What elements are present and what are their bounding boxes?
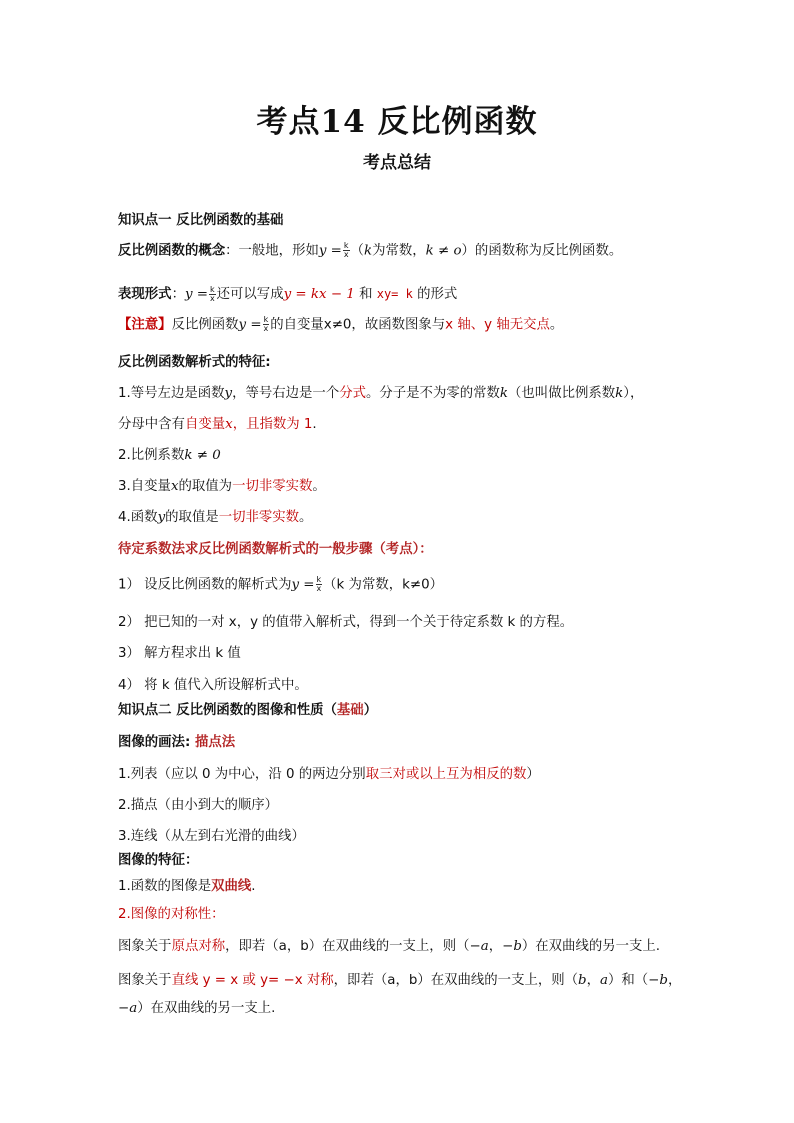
feature3-text-b: 的取值为: [178, 479, 233, 494]
concept-label: 反比例函数的概念: [118, 243, 226, 259]
draw1-text-a: 1.列表（应以 0 为中心，沿 0 的两边分别: [118, 767, 366, 782]
gf3-comma: ，: [488, 939, 503, 954]
gf4-comma: ，: [586, 973, 600, 988]
feature-item-1: [118, 385, 643, 403]
feature4-text-d: 。: [299, 510, 313, 525]
k-not-zero: k ≠ o: [425, 243, 462, 259]
gf4-comma2: ，: [667, 973, 682, 988]
form-text-c: 和: [354, 287, 377, 302]
step-4: 4） 将 k 值代入所设解析式中。: [118, 678, 308, 693]
graph-heading-basic: 基础: [336, 703, 364, 718]
draw1-red: 取三对或以上互为相反的数: [365, 767, 527, 782]
feature-item-1-cont: [118, 416, 317, 434]
var-k: k: [615, 386, 624, 401]
feature1-text-e: ），: [623, 386, 644, 401]
gf4-a: a: [600, 973, 608, 988]
gf3-text-b: ，即若（a，b）在双曲线的一支上，则（: [225, 939, 470, 954]
graph-feature-line-symmetry-cont: [118, 1000, 275, 1018]
note-y-axis: y 轴无交点: [484, 317, 550, 333]
note-text-a: 反比例函数: [171, 317, 239, 333]
note-line: [118, 316, 563, 335]
feature2-text: 2.比例系数: [118, 448, 185, 463]
step-3: 3） 解方程求出 k 值: [118, 646, 241, 661]
fraction-k-over-x: $\frac{k}{x}$: [316, 575, 322, 593]
formula-y-eq: y =: [291, 577, 315, 593]
graph-feature-2: 2.图像的对称性：: [118, 907, 225, 922]
gf1-hyperbola: 双曲线: [211, 879, 252, 894]
form-label: 表现形式: [118, 287, 172, 302]
draw-step-1: [118, 766, 540, 784]
section-heading-steps: 待定系数法求反比例函数解析式的一般步骤（考点）：: [118, 542, 433, 557]
feature4-red: 一切非零实数: [218, 510, 300, 525]
gf5-text-b: ）在双曲线的另一支上: [137, 1001, 272, 1016]
features-heading-text: 反比例函数解析式的特征: [118, 355, 266, 370]
concept-text-c: 为常数，: [372, 243, 426, 259]
form-text-b: 还可以写成: [216, 287, 284, 302]
feature-item-2: [118, 447, 221, 465]
feature1-exponent: ，且指数为 1: [232, 417, 313, 432]
var-k: k: [499, 386, 509, 401]
drawing-colon: :: [184, 735, 191, 750]
feature-item-3: [118, 478, 326, 496]
step1-text-a: 1） 设反比例函数的解析式为: [118, 577, 292, 593]
feature4-text-a: 4.函数: [118, 510, 158, 525]
var-x: x: [225, 417, 233, 432]
drawing-method-line: [118, 734, 235, 752]
feature1-fraction: 分式: [339, 386, 366, 401]
gf3-text-a: 图象关于: [118, 939, 172, 954]
graph-feature-line-symmetry: [118, 972, 681, 990]
graph-feature-1: [118, 878, 256, 896]
feature1-variable: 自变量: [184, 417, 226, 432]
step-1: [118, 576, 443, 595]
form-text-d: 的形式: [412, 287, 458, 302]
draw1-text-b: ）: [526, 767, 540, 782]
note-text-d: 。: [549, 317, 564, 333]
concept-text-b: （: [350, 243, 364, 259]
note-text-c: x≠0，故函数图象与: [323, 317, 446, 333]
feature1-line2-a: 分母中含有: [118, 417, 185, 432]
graph-features-heading: 图像的特征：: [118, 853, 199, 868]
page-subtitle: 考点总结: [363, 153, 431, 173]
section-heading-basics: 知识点一 反比例函数的基础: [118, 213, 284, 228]
note-separator: 、: [470, 317, 485, 333]
feature1-text-a: 1.等号左边是函数: [118, 386, 225, 401]
gf4-neg-b: −b: [648, 973, 668, 988]
feature4-text-b: 的取值是: [165, 510, 219, 525]
graph-heading-b: ）: [363, 703, 378, 718]
note-text-b: 的自变量: [270, 317, 324, 333]
feature3-text-d: 。: [312, 479, 326, 494]
var-y: y: [157, 510, 166, 525]
features-heading-colon: :: [265, 355, 271, 370]
gf3-red: 原点对称: [171, 939, 226, 954]
gf5-text-c: .: [271, 1001, 276, 1016]
feature3-text-a: 3.自变量: [118, 479, 171, 494]
drawing-method: 描点法: [194, 735, 236, 750]
var-x: x: [170, 479, 179, 494]
gf3-text-g: .: [655, 939, 661, 954]
var-k: k: [363, 243, 373, 259]
feature-item-4: [118, 509, 312, 527]
graph-feature-origin-symmetry: [118, 938, 660, 956]
feature1-text-d: （也叫做比例系数: [508, 386, 616, 401]
gf5-neg-a: −a: [118, 1001, 138, 1016]
gf1-text-a: 1.函数的图像是: [118, 879, 212, 894]
formula-xy-k: xy= k: [376, 287, 413, 301]
gf3-text-f: ）在双曲线的另一支上: [521, 939, 656, 954]
fraction-k-over-x: $\frac{k}{x}$: [209, 284, 215, 303]
drawing-label: 图像的画法: [118, 735, 185, 750]
formula-y-eq: y =: [184, 287, 208, 302]
fraction-k-over-x: $\frac{k}{x}$: [263, 315, 269, 333]
note-x-axis: x 轴: [445, 317, 471, 333]
step-2: 2） 把已知的一对 x，y 的值带入解析式，得到一个关于待定系数 k 的方程。: [118, 615, 574, 630]
note-tag: 【注意】: [118, 317, 172, 333]
feature2-expr: k ≠ 0: [184, 448, 221, 463]
formula-y-eq: y =: [318, 243, 342, 259]
form-text-a: ：: [171, 287, 185, 302]
gf4-red: 直线 y = x 或 y= −x 对称: [171, 973, 334, 988]
step1-text-b: （k 为常数，k≠0）: [323, 577, 444, 593]
gf3-neg-b: −b: [502, 939, 522, 954]
form-line: [118, 285, 457, 304]
section-heading-features: [118, 354, 271, 372]
concept-line: [118, 242, 622, 261]
page-title: 考点14 反比例函数: [256, 104, 538, 140]
var-y: y: [224, 386, 233, 401]
feature1-text-c: 。分子是不为零的常数: [366, 386, 500, 401]
concept-text-d: ）的函数称为反比例函数。: [461, 243, 623, 259]
gf4-b: b: [578, 973, 587, 988]
formula-y-eq: y =: [238, 317, 262, 333]
fraction-k-over-x: $\frac{k}{x}$: [343, 241, 349, 259]
gf4-text-f: ）和（: [607, 973, 649, 988]
feature1-text-b: ，等号右边是一个: [232, 386, 340, 401]
draw-step-2: 2.描点（由小到大的顺序）: [118, 798, 279, 813]
concept-text-a: ：一般地，形如: [225, 243, 319, 259]
feature3-red: 一切非零实数: [232, 479, 313, 494]
formula-kx-inverse: y = kx − 1: [283, 287, 355, 302]
feature1-line2-c: .: [312, 417, 317, 432]
gf1-text-b: .: [251, 879, 256, 894]
graph-heading-a: 知识点二 反比例函数的图像和性质（: [118, 703, 337, 718]
gf4-text-a: 图象关于: [118, 973, 172, 988]
gf4-text-b: ，即若（a，b）在双曲线的一支上，则（: [333, 973, 579, 988]
section-heading-graph: [118, 702, 377, 720]
gf3-neg-a: −a: [469, 939, 489, 954]
draw-step-3: 3.连线（从左到右光滑的曲线）: [118, 829, 305, 844]
